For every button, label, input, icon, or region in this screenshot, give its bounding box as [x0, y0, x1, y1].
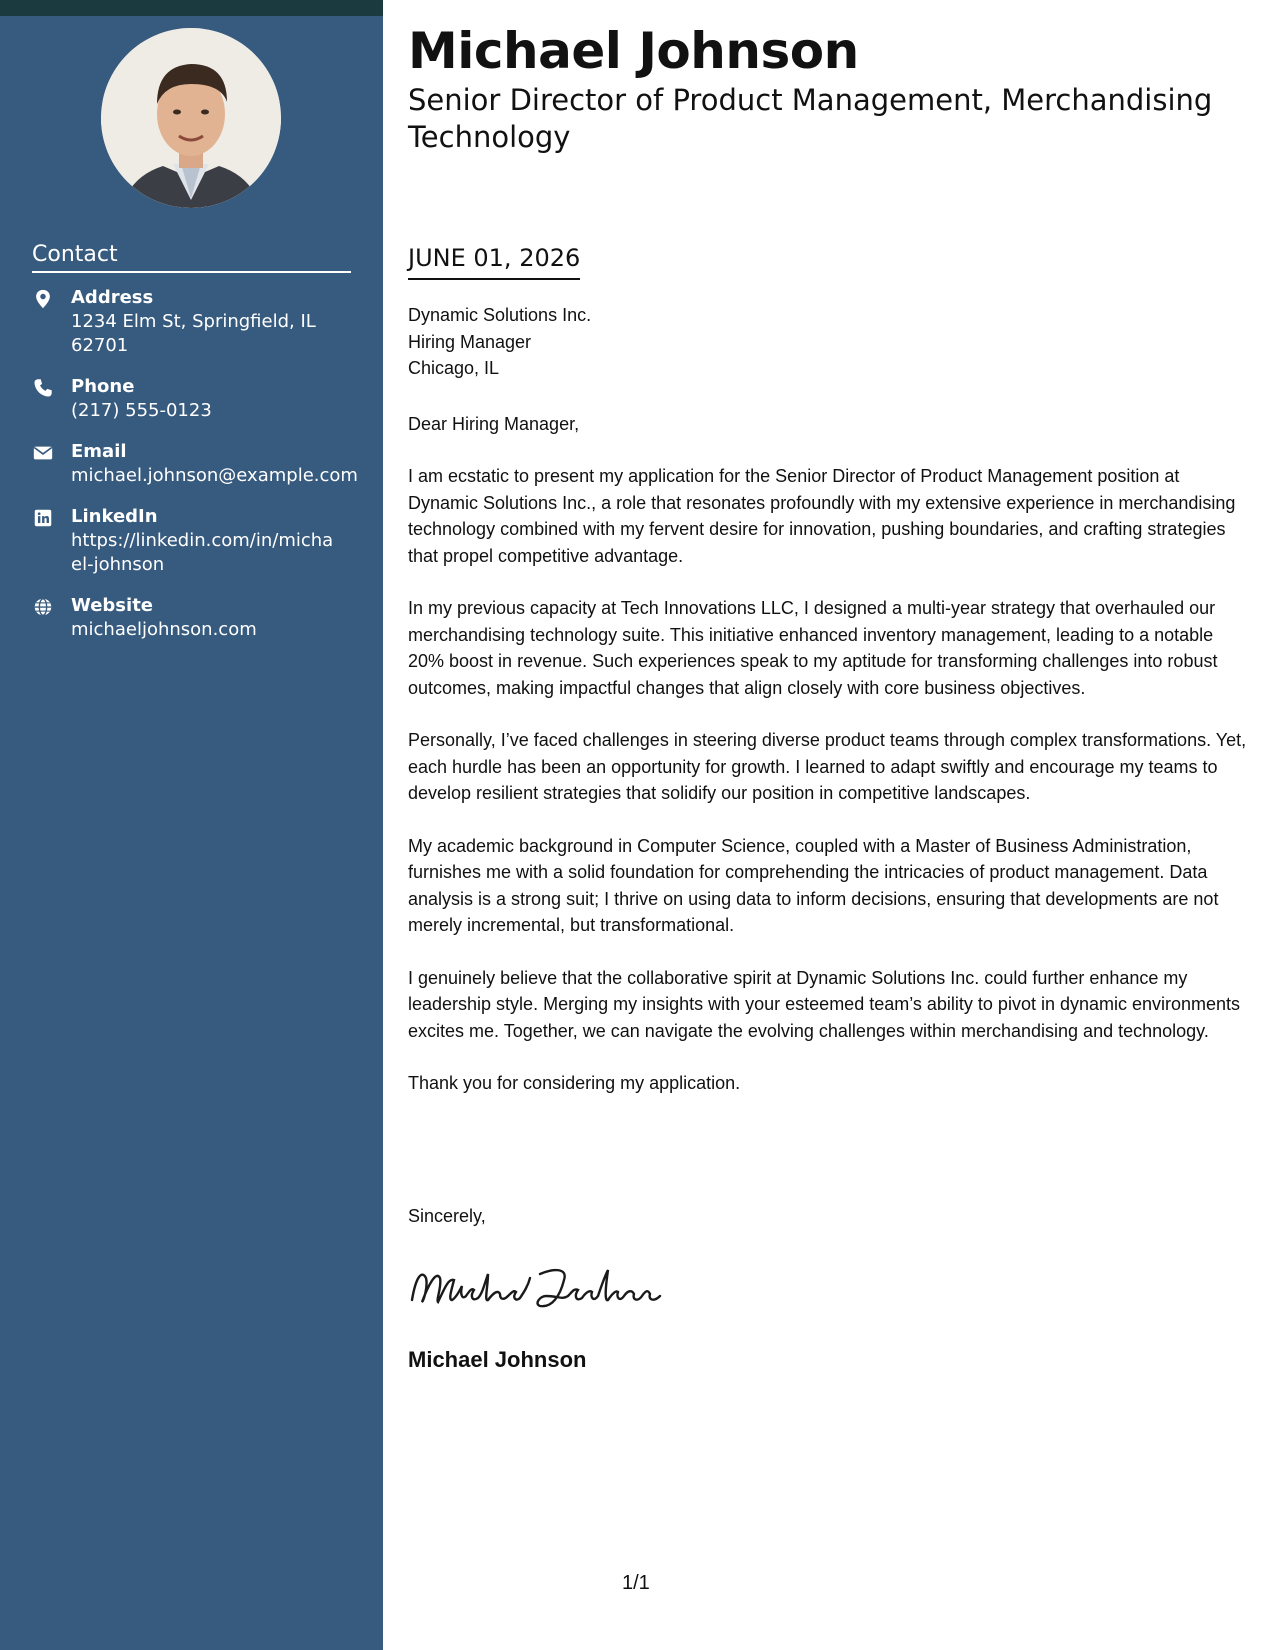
contact-email: [32, 440, 362, 488]
paragraph: I genuinely believe that the collaborative spirit at Dynamic Solutions Inc. could further enhance my leadership style. Merging my insights with your esteemed team’s ability to pivot in dynamic environments excites me. Together, we can navigate the evolving challenges within merchandising and technology.: [408, 967, 1241, 1041]
contact-label: Email: [71, 441, 127, 462]
contact-phone: [32, 375, 362, 423]
job-title: Senior Director of Product Management, Merchandising Technology: [408, 83, 1213, 154]
contact-label: LinkedIn: [71, 506, 158, 527]
contact-value: (217) 555-0123: [71, 400, 212, 421]
closing: Sincerely,: [408, 1206, 486, 1226]
paragraph: I am ecstatic to present my application for the Senior Director of Product Management position at Dynamic Solutions Inc., a role that resonates profoundly with my extensive experience in merchandising technology combined with my fervent desire for innovation, pushing boundaries, and crafting strategies that propel competitive advantage.: [408, 466, 1236, 566]
avatar: [101, 28, 281, 208]
page-number: 1/1: [622, 1572, 650, 1594]
recipient-block: [408, 302, 591, 382]
contact-value: 1234 Elm St, Springfield, IL 62701: [71, 311, 316, 356]
phone-icon: [32, 377, 54, 399]
contact-value[interactable]: https://linkedin.com/in/michael-johnson: [71, 530, 334, 575]
paragraph: In my previous capacity at Tech Innovations LLC, I designed a multi-year strategy that overhauled our merchandising technology suite. This initiative enhanced inventory management, leading to a notable 20% boost in revenue. Such experiences speak to my aptitude for transforming challenges into robust outcomes, making impactful changes that align closely with core business objectives.: [408, 598, 1218, 698]
linkedin-icon: [32, 507, 54, 529]
contact-value[interactable]: michaeljohnson.com: [71, 619, 257, 640]
paragraph: Thank you for considering my application.: [408, 1073, 741, 1093]
contact-linkedin: [32, 505, 362, 577]
contact-value[interactable]: michael.johnson@example.com: [71, 465, 358, 486]
envelope-icon: [32, 442, 54, 464]
letter-paragraphs: [408, 463, 1250, 1123]
salutation: Dear Hiring Manager,: [408, 414, 580, 434]
recipient-location: Chicago, IL: [408, 358, 500, 378]
map-pin-icon: [32, 288, 54, 310]
contact-list: [32, 286, 362, 659]
recipient-company: Dynamic Solutions Inc.: [408, 305, 592, 325]
recipient-role: Hiring Manager: [408, 331, 532, 352]
contact-label: Phone: [71, 376, 135, 397]
applicant-name: Michael Johnson: [408, 22, 859, 80]
paragraph: Personally, I’ve faced challenges in steering diverse product teams through complex transformations. Yet, each hurdle has been an opportunity for growth. I learned to adapt swiftly and encourage my teams to develop resilient strategies that solidify our position in competitive landscapes.: [408, 730, 1247, 803]
globe-icon: [32, 596, 54, 618]
contact-website: [32, 594, 362, 642]
letter-date: JUNE 01, 2026: [408, 244, 580, 280]
contact-heading: Contact: [32, 242, 351, 273]
signature-image: [408, 1256, 668, 1316]
contact-address: [32, 286, 362, 358]
contact-label: Website: [71, 595, 154, 616]
contact-label: Address: [71, 287, 154, 308]
paragraph: My academic background in Computer Science, coupled with a Master of Business Administration, furnishes me with a solid foundation for comprehending the intricacies of product management. Data analysis is a strong suit; I thrive on using data to inform decisions, ensuring that developments are not merely incremental, but transformational.: [408, 835, 1219, 935]
sidebar: [0, 16, 383, 1650]
top-accent-bar: [0, 0, 383, 16]
avatar-photo-icon: [101, 28, 281, 208]
signer-name: Michael Johnson: [408, 1347, 587, 1372]
